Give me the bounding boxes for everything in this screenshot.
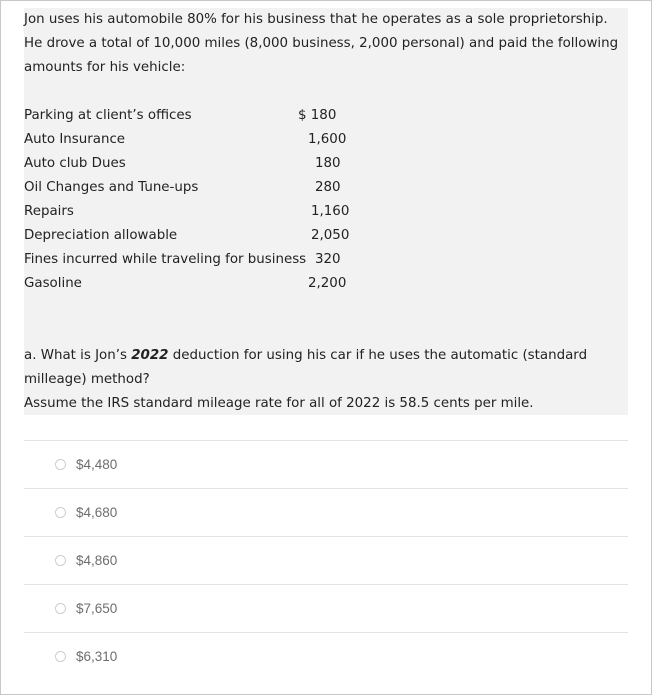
expense-label: Parking at client’s offices (24, 108, 192, 123)
expense-row (24, 152, 341, 176)
radio-button[interactable] (55, 507, 66, 518)
answer-option-label[interactable]: $4,860 (76, 553, 118, 568)
question-prompt (24, 344, 624, 416)
answer-option-label[interactable]: $7,650 (76, 601, 118, 616)
expense-label: Auto Insurance (24, 132, 126, 147)
expense-amount: 180 (315, 156, 341, 171)
question-intro: Jon uses his automobile 80% for his business that he operates as a sole proprietorship. He drove a total of 10,000 miles (8,000 business, 2,000 personal) and paid the following amounts for his vehicle: (24, 12, 619, 75)
question-prompt-line-3: Assume the IRS standard mileage rate for all of 2022 is 58.5 cents per mile. (24, 396, 534, 411)
answer-option[interactable] (24, 584, 628, 632)
expense-row (24, 224, 350, 248)
expense-amount: 2,200 (308, 276, 347, 291)
expense-label: Oil Changes and Tune-ups (24, 180, 199, 195)
radio-button[interactable] (55, 459, 66, 470)
expense-row (24, 128, 347, 152)
expense-label: Gasoline (24, 276, 82, 291)
answer-option[interactable] (24, 536, 628, 584)
radio-button[interactable] (55, 603, 66, 614)
expense-amount: 1,600 (308, 132, 347, 147)
expense-amount: 1,160 (311, 204, 350, 219)
expense-amount: 2,050 (311, 228, 350, 243)
expense-amount: 320 (315, 252, 341, 267)
prompt-prefix: a. What is Jon’s (24, 348, 132, 363)
expense-amount: 280 (315, 180, 341, 195)
expense-label: Repairs (24, 204, 74, 219)
question-prompt-line-2: milleage) method? (24, 372, 150, 387)
prompt-year: 2022 (131, 348, 169, 363)
answer-option-label[interactable]: $4,680 (76, 505, 118, 520)
expense-amount: $ 180 (298, 108, 337, 123)
radio-button[interactable] (55, 555, 66, 566)
answer-option-label[interactable]: $6,310 (76, 649, 118, 664)
question-prompt-line-1 (24, 344, 624, 368)
expense-row (24, 200, 350, 224)
answer-option[interactable] (24, 632, 628, 680)
prompt-suffix: deduction for using his car if he uses the automatic (standard (168, 348, 588, 363)
answer-option[interactable] (24, 488, 628, 536)
radio-button[interactable] (55, 651, 66, 662)
expense-row (24, 176, 341, 200)
expense-row (24, 248, 341, 272)
expense-label: Fines incurred while traveling for business (24, 252, 307, 267)
answer-options (24, 440, 628, 680)
expense-row (24, 104, 337, 128)
expense-label: Depreciation allowable (24, 228, 178, 243)
expense-row (24, 272, 347, 296)
answer-option[interactable] (24, 440, 628, 488)
expense-table (24, 104, 350, 296)
expense-label: Auto club Dues (24, 156, 126, 171)
answer-option-label[interactable]: $4,480 (76, 457, 118, 472)
